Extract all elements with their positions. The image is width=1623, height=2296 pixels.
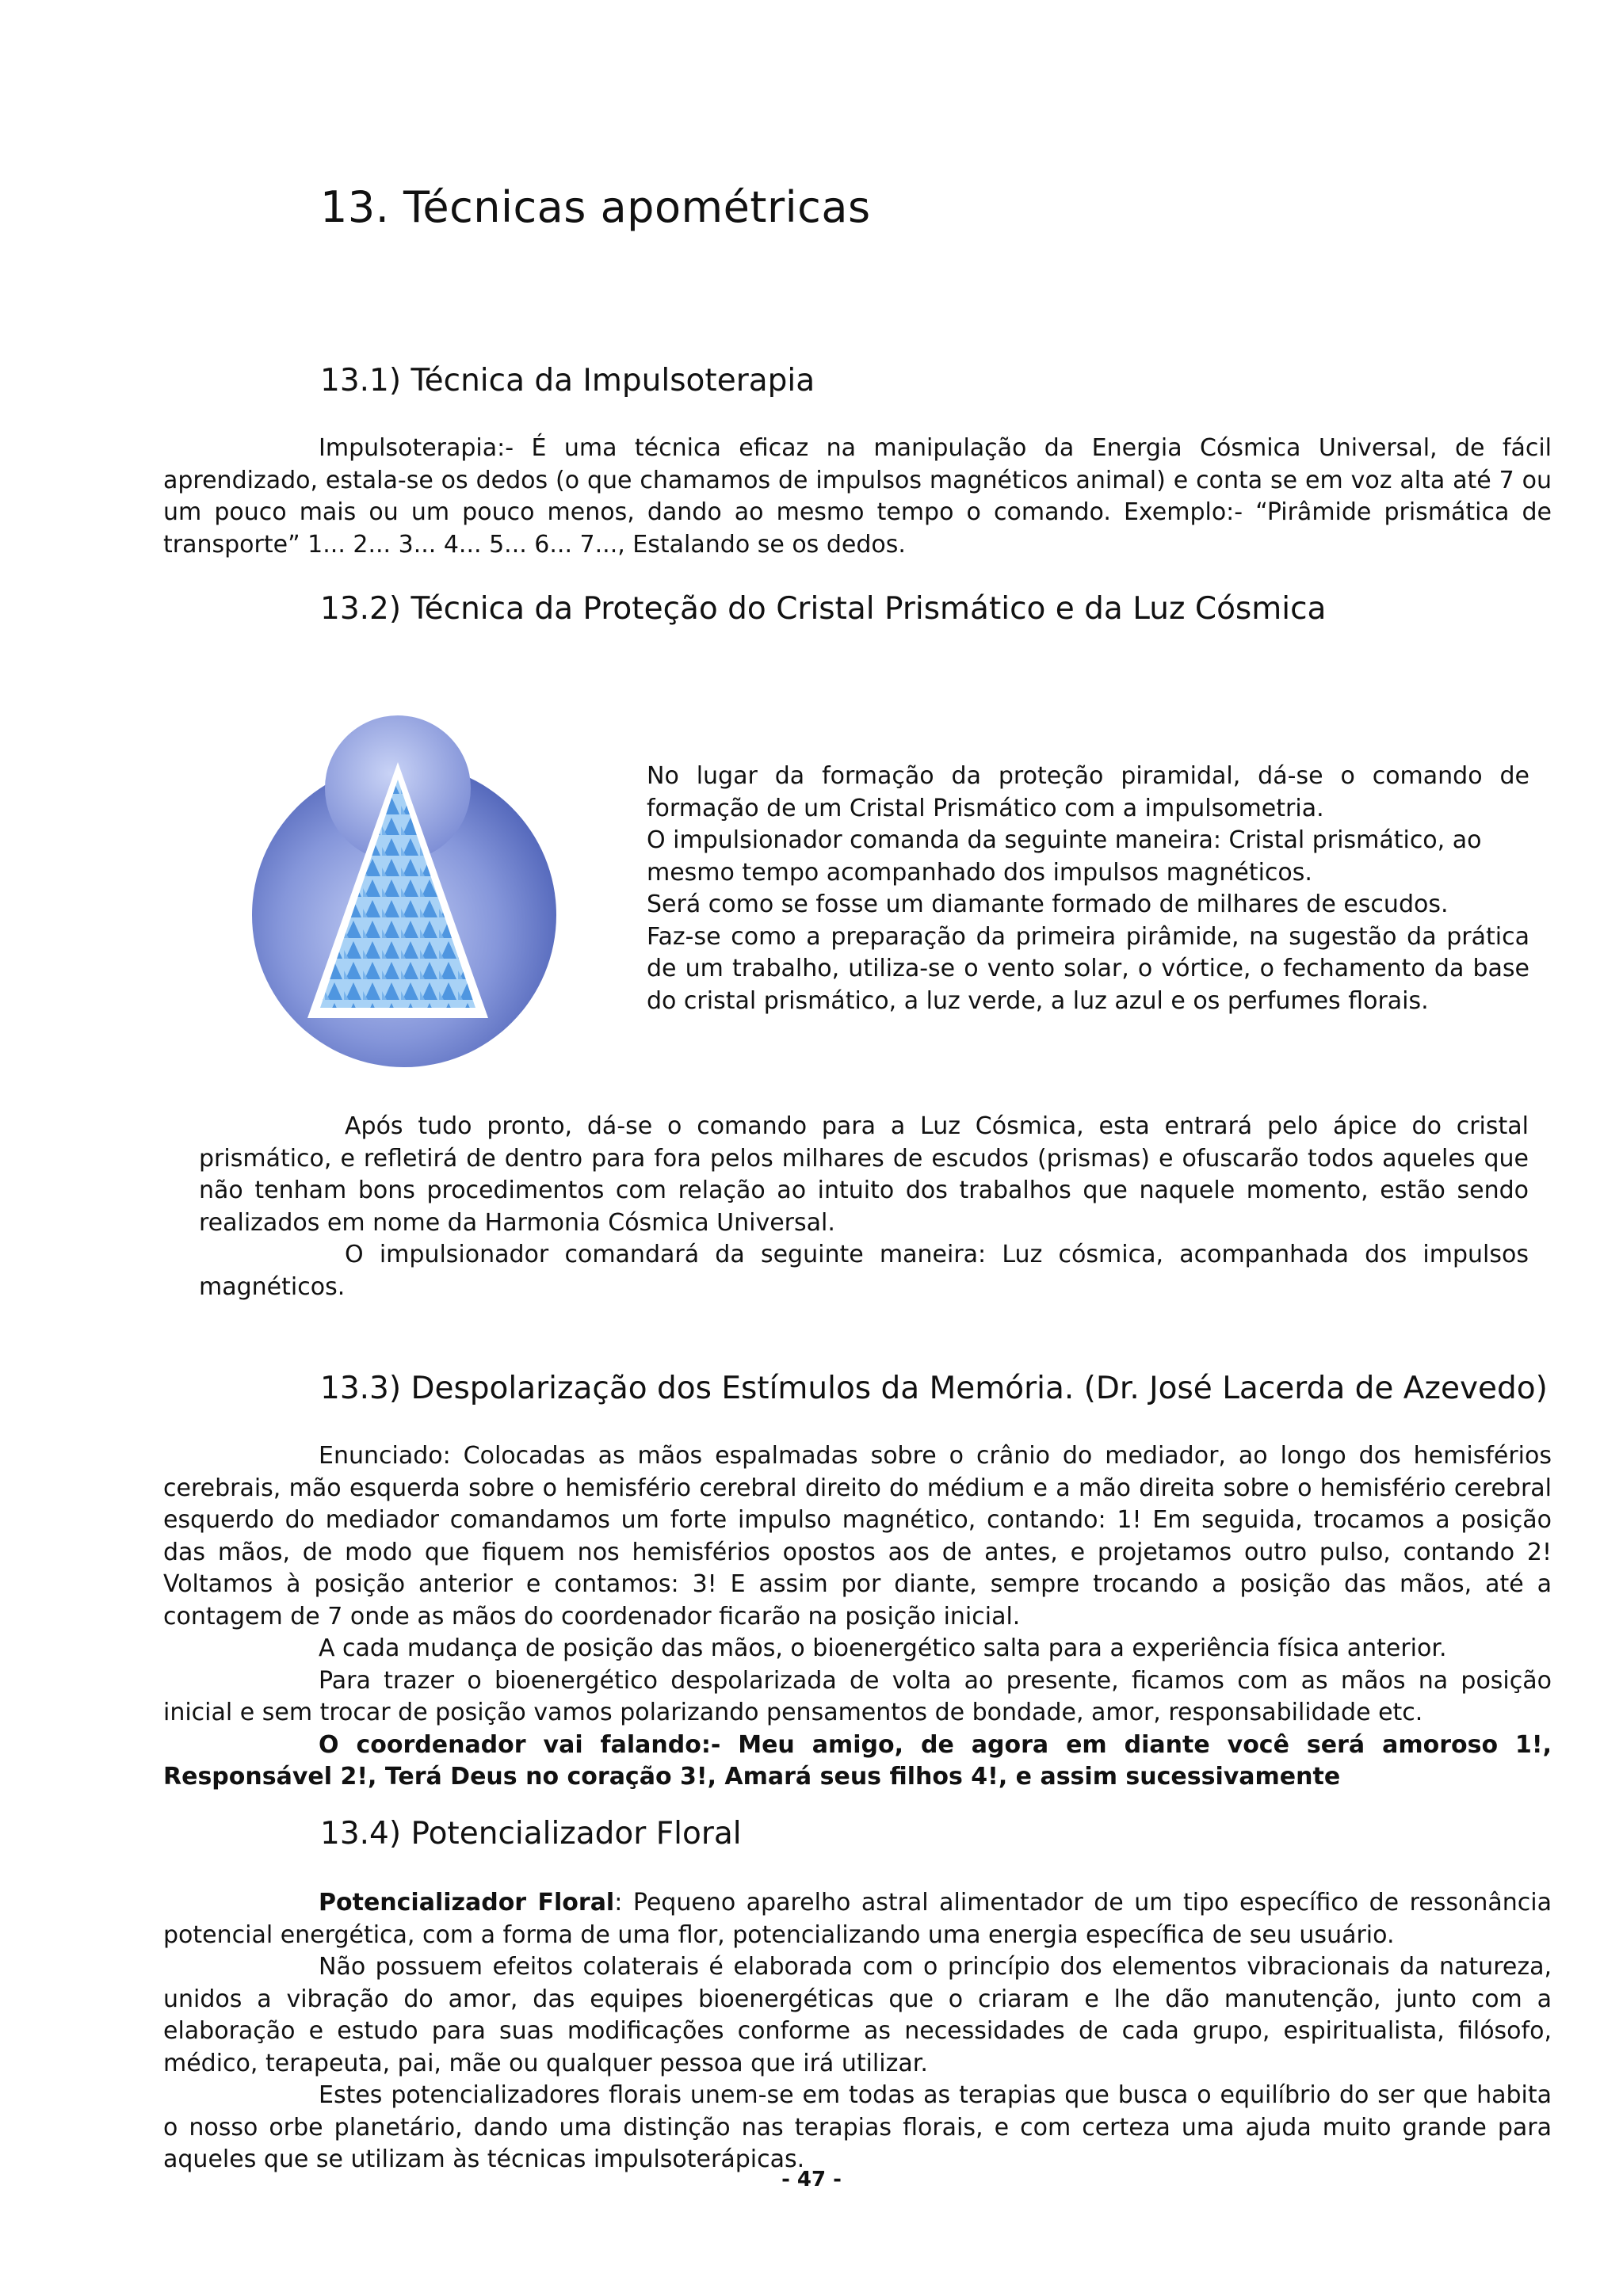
paragraph: Impulsoterapia:- É uma técnica eficaz na manipulação da Energia Cósmica Universal, de fácil aprendizado, estala-se os dedos (o que chamamos de impulsos magnéticos animal) e conta se em voz alta até 7 ou um pouco mais ou um pouco menos, dando ao mesmo tempo o comando. Exemplo:- “Pirâmide prismática de transporte” 1... 2... 3... 4... 5... 6... 7..., Estalando se os dedos. <box>163 434 1552 559</box>
paragraph: Enunciado: Colocadas as mãos espalmadas sobre o crânio do mediador, ao longo dos hemisférios cerebrais, mão esquerda sobre o hemisfério cerebral direito do médium e a mão direita sobre o hemisfério cerebral esquerdo do mediador comandamos um forte impulso magnético, contando: 1! Em seguida, trocamos a posição das mãos, de modo que fiquem nos hemisférios opostos aos de antes, e projetamos outro pulso, contando 2! Voltamos à posição anterior e contamos: 3! E assim por diante, sempre trocando a posição das mãos, até a contagem de 7 onde as mãos do coordenador ficarão na posição inicial. <box>163 1442 1552 1630</box>
section-13-1-body <box>163 433 1552 561</box>
section-13-4-body <box>163 1887 1552 2176</box>
section-13-3-body <box>163 1440 1552 1794</box>
paragraph: Faz-se como a preparação da primeira pirâmide, na sugestão da prática de um trabalho, utiliza-se o vento solar, o vórtice, o fechamento da base do cristal prismático, a luz verde, a luz azul e os perfumes florais. <box>647 922 1529 1015</box>
paragraph: O impulsionador comandará da seguinte maneira: Luz cósmica, acompanhada dos impulsos magnéticos. <box>199 1241 1529 1301</box>
paragraph-bold: O coordenador vai falando:- Meu amigo, de agora em diante você será amoroso 1!, Responsável 2!, Terá Deus no coração 3!, Amará seus filhos 4!, e assim sucessivamente <box>163 1730 1552 1791</box>
section-13-2-body <box>199 1111 1529 1303</box>
term-bold: Potencializador Floral <box>319 1889 615 1917</box>
page-number: - 47 - <box>781 2168 842 2191</box>
paragraph: Será como se fosse um diamante formado de milhares de escudos. <box>647 891 1449 918</box>
section-13-2-side-text <box>647 761 1529 1017</box>
paragraph: Estes potencializadores florais unem-se em todas as terapias que busca o equilíbrio do ser que habita o nosso orbe planetário, dando uma distinção nas terapias florais, e com certeza uma ajuda muito grande para aqueles que se utilizam às técnicas impulsoterápicas. <box>163 2081 1552 2173</box>
crystal-pyramid-icon <box>230 713 579 1070</box>
paragraph <box>163 1887 1552 1951</box>
section-heading-13-2: 13.2) Técnica da Proteção do Cristal Prismático e da Luz Cósmica <box>320 591 1327 627</box>
paragraph: O impulsionador comanda da seguinte maneira: Cristal prismático, ao mesmo tempo acompanhado dos impulsos magnéticos. <box>647 826 1482 887</box>
paragraph: Para trazer o bioenergético despolarizada de volta ao presente, ficamos com as mãos na posição inicial e sem trocar de posição vamos polarizando pensamentos de bondade, amor, responsabilidade etc. <box>163 1666 1552 1726</box>
section-heading-13-1: 13.1) Técnica da Impulsoterapia <box>320 363 815 399</box>
paragraph: Não possuem efeitos colaterais é elaborada com o princípio dos elementos vibracionais da natureza, unidos a vibração do amor, das equipes bioenergéticas que o criaram e lhe dão manutenção, junto com a elaboração e estudo para suas modificações conforme as necessidades de cada grupo, espiritualista, filósofo, médico, terapeuta, pai, mãe ou qualquer pessoa que irá utilizar. <box>163 1953 1552 2077</box>
paragraph: Após tudo pronto, dá-se o comando para a Luz Cósmica, esta entrará pelo ápice do cristal prismático, e refletirá de dentro para fora pelos milhares de escudos (prismas) e ofuscarão todos aqueles que não tenham bons procedimentos com relação ao intuito dos trabalhos que naquele momento, estão sendo realizados em nome da Harmonia Cósmica Universal. <box>199 1112 1529 1237</box>
paragraph: No lugar da formação da proteção piramidal, dá-se o comando de formação de um Cristal Prismático com a impulsometria. <box>647 762 1529 822</box>
paragraph-text: : Pequeno aparelho astral alimentador de um tipo específico de ressonância potencial energética, com a forma de uma flor, potencializando uma energia específica de seu usuário. <box>163 1889 1552 1949</box>
paragraph: A cada mudança de posição das mãos, o bioenergético salta para a experiência física anterior. <box>319 1634 1447 1662</box>
page-title: 13. Técnicas apométricas <box>320 182 871 232</box>
section-heading-13-4: 13.4) Potencializador Floral <box>320 1816 742 1852</box>
section-heading-13-3: 13.3) Despolarização dos Estímulos da Memória. (Dr. José Lacerda de Azevedo) <box>320 1371 1548 1406</box>
